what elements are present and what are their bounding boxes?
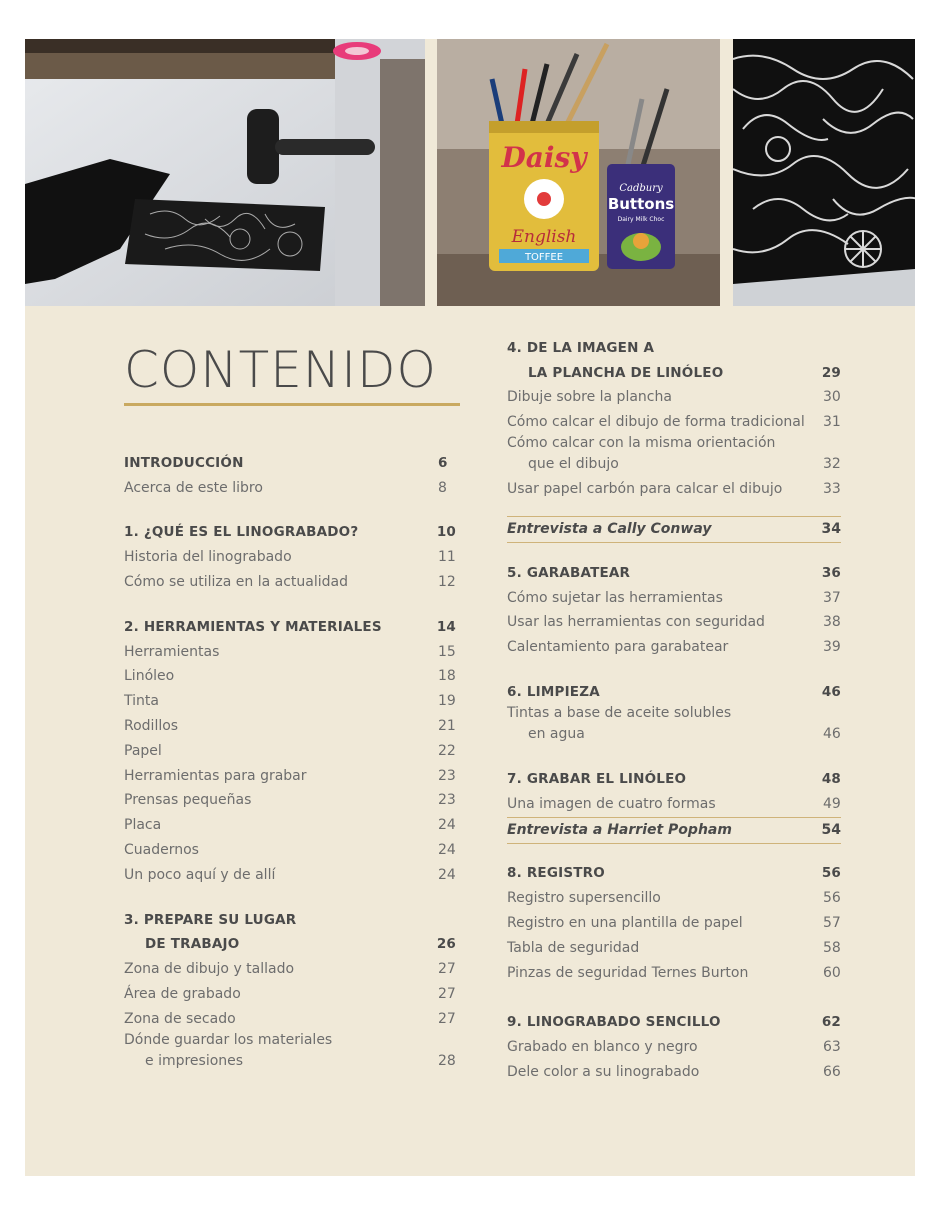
toc-entry-title: Cómo calcar con la misma orientación [507,435,776,452]
toc-entry-page: 19 [438,693,456,710]
toc-heading-page: 46 [821,683,841,700]
toc-entry[interactable] [124,543,456,568]
toc-entry-page: 31 [823,414,841,431]
toc-entry[interactable] [124,836,456,861]
page-title: CONTENIDO [124,341,437,399]
toc-entry-title: que el dibujo [528,456,619,473]
toc-entry-title: Herramientas para grabar [124,767,307,784]
toc-heading-ch9[interactable] [507,1009,841,1034]
toc-entry-title: Usar las herramientas con seguridad [507,614,765,631]
toc-heading-page: 10 [436,524,456,541]
toc-entry-title: Calentamiento para garabatear [507,639,729,656]
toc-interview-cally[interactable] [507,516,841,543]
can-english-text: English [511,227,577,247]
toc-entry[interactable] [507,384,841,409]
toc-entry[interactable] [507,475,841,500]
toc-heading-title: 2. HERRAMIENTAS Y MATERIALES [124,618,382,635]
toc-heading-ch1[interactable] [124,519,456,544]
toc-entry-title: en agua [528,725,585,742]
toc-entry-title: Tintas a base de aceite solubles [507,704,732,721]
toc-heading-ch6[interactable] [507,678,841,703]
toc-entry[interactable] [124,762,456,787]
toc-entry-page: 27 [438,985,456,1002]
toc-entry[interactable] [507,633,841,658]
toc-heading-title: 7. GRABAR EL LINÓLEO [507,770,687,787]
toc-entry-title: Herramientas [124,643,220,660]
toc-entry-title: Grabado en blanco y negro [507,1039,698,1056]
toc-entry-title: Usar papel carbón para calcar el dibujo [507,480,783,497]
toc-heading-page: 36 [821,564,841,581]
toc-entry[interactable] [507,703,841,724]
toc-entry-page: 57 [823,914,841,931]
toc-entry-title: Dele color a su linograbado [507,1063,700,1080]
toc-heading-title: 1. ¿QUÉ ES EL LINOGRABADO? [124,524,359,541]
can-toffee-text: TOFFEE [524,252,564,263]
toc-entry[interactable] [507,1058,841,1083]
toc-entry-title: Registro supersencillo [507,890,661,907]
toc-heading-page: 26 [436,936,456,953]
toc-entry-page: 23 [438,767,456,784]
toc-entry[interactable] [507,584,841,609]
toc-heading-title: DE TRABAJO [145,936,240,953]
toc-heading-ch3[interactable] [124,906,456,931]
toc-entry-page: 11 [438,549,456,566]
toc-heading-title: INTRODUCCIÓN [124,454,244,471]
toc-heading-page: 6 [438,454,448,471]
toc-heading-title: 9. LINOGRABADO SENCILLO [507,1014,721,1031]
toc-entry-page: 60 [823,964,841,981]
toc-entry-title: Dibuje sobre la plancha [507,389,672,406]
toc-entry[interactable] [507,934,841,959]
toc-entry-title: Área de grabado [124,985,241,1002]
toc-entry[interactable] [507,790,841,815]
toc-entry[interactable] [124,1030,456,1051]
toc-entry-title: Acerca de este libro [124,479,263,496]
toc-heading-title: 3. PREPARE SU LUGAR [124,911,297,928]
toc-entry-title: e impresiones [145,1052,244,1069]
toc-heading-ch2[interactable] [124,613,456,638]
toc-left-column [124,449,456,1072]
toc-entry[interactable] [507,433,841,454]
toc-entry-page: 24 [438,817,456,834]
toc-entry-page: 39 [823,639,841,656]
toc-entry-title: Un poco aquí y de allí [124,866,276,883]
toc-heading-page: 56 [821,865,841,882]
toc-entry-page: 49 [823,795,841,812]
toc-entry-cont[interactable] [507,724,841,745]
linocut-print-closeup-photo [733,39,915,306]
toc-entry-title: Cómo sujetar las herramientas [507,589,723,606]
toc-entry[interactable] [124,687,456,712]
toc-heading-ch8[interactable] [507,860,841,885]
toc-entry-cont[interactable] [507,454,841,475]
toc-entry-title: Papel [124,742,162,759]
toc-entry-title: Prensas pequeñas [124,792,252,809]
toc-entry-page: 22 [438,742,456,759]
toc-entry-page: 28 [438,1052,456,1069]
toc-entry[interactable] [124,737,456,762]
toc-entry-title: Tinta [124,693,159,710]
can-dairymilk-text: Dairy Milk Choc [617,216,665,223]
toc-entry[interactable] [124,638,456,663]
toc-entry-page: 23 [438,792,456,809]
can-daisy-text: Daisy [501,141,587,174]
toc-entry-title: Dónde guardar los materiales [124,1031,333,1048]
toc-entry-page: 27 [438,1010,456,1027]
toc-entry-title: Linóleo [124,668,175,685]
toc-interview-page: 54 [821,821,841,838]
toc-entry-page: 30 [823,389,841,406]
toc-entry[interactable] [124,980,456,1005]
toc-heading-ch4-cont[interactable] [507,359,841,384]
toc-heading-intro[interactable] [124,449,456,474]
toc-entry[interactable] [124,787,456,812]
toc-entry-title: Zona de dibujo y tallado [124,961,295,978]
toc-interview-page: 34 [821,520,841,537]
toc-entry[interactable] [507,609,841,634]
toc-entry-page: 33 [823,480,841,497]
toc-entry-title: Historia del linograbado [124,549,292,566]
toc-heading-title: 6. LIMPIEZA [507,683,600,700]
toc-entry-page: 37 [823,589,841,606]
toc-entry-page: 15 [438,643,456,660]
toc-entry[interactable] [124,811,456,836]
toc-entry[interactable] [124,1005,456,1030]
toc-entry-page: 56 [823,890,841,907]
toc-entry[interactable] [124,474,456,499]
toc-entry-page: 32 [823,456,841,473]
toc-entry-page: 63 [823,1039,841,1056]
toc-heading-page: 29 [821,364,841,381]
can-buttons-text: Buttons [607,195,675,213]
toc-heading-ch3-cont[interactable] [124,931,456,956]
toc-entry-title: Registro en una plantilla de papel [507,914,743,931]
toc-entry-page: 21 [438,717,456,734]
toc-entry-page: 12 [438,573,456,590]
toc-heading-title: LA PLANCHA DE LINÓLEO [528,364,724,381]
toc-entry-title: Cómo calcar el dibujo de forma tradicional [507,414,805,431]
toc-entry[interactable] [124,861,456,886]
toc-heading-title: 5. GARABATEAR [507,564,631,581]
toc-entry-page: 58 [823,939,841,956]
toc-entry[interactable] [124,955,456,980]
toc-entry-cont[interactable] [124,1051,456,1072]
title-underline [124,403,460,406]
toc-entry-page: 18 [438,668,456,685]
toc-entry-title: Rodillos [124,717,179,734]
tools-cans-photo [437,39,720,306]
toc-heading-page: 14 [436,618,456,635]
toc-entry-page: 24 [438,841,456,858]
can-cadbury-text: Cadbury [619,183,663,194]
toc-entry[interactable] [124,568,456,593]
toc-heading-ch5[interactable] [507,559,841,584]
toc-entry[interactable] [507,959,841,984]
toc-entry[interactable] [507,884,841,909]
toc-entry[interactable] [507,909,841,934]
toc-entry-title: Una imagen de cuatro formas [507,795,716,812]
toc-heading-ch4[interactable] [507,334,841,359]
toc-entry-title: Tabla de seguridad [507,939,640,956]
toc-entry-page: 46 [823,725,841,742]
toc-entry[interactable] [124,712,456,737]
toc-heading-title: 8. REGISTRO [507,865,605,882]
toc-right-column [507,334,841,1083]
toc-heading-page: 62 [821,1014,841,1031]
toc-entry-page: 8 [438,479,447,496]
toc-heading-title: 4. DE LA IMAGEN A [507,339,655,356]
toc-entry[interactable] [124,663,456,688]
toc-interview-title: Entrevista a Harriet Popham [507,821,732,838]
toc-heading-ch7[interactable] [507,765,841,790]
toc-interview-title: Entrevista a Cally Conway [507,520,712,537]
toc-entry-title: Pinzas de seguridad Ternes Burton [507,964,749,981]
toc-entry-page: 27 [438,961,456,978]
toc-entry[interactable] [507,408,841,433]
toc-entry-title: Zona de secado [124,1010,236,1027]
toc-entry-title: Cuadernos [124,841,199,858]
toc-entry[interactable] [507,1033,841,1058]
toc-interview-harriet[interactable] [507,817,841,844]
toc-heading-page: 48 [821,770,841,787]
toc-entry-title: Cómo se utiliza en la actualidad [124,573,348,590]
toc-entry-page: 66 [823,1063,841,1080]
toc-entry-title: Placa [124,817,162,834]
linocut-roller-photo [25,39,425,306]
toc-entry-page: 24 [438,866,456,883]
toc-entry-page: 38 [823,614,841,631]
